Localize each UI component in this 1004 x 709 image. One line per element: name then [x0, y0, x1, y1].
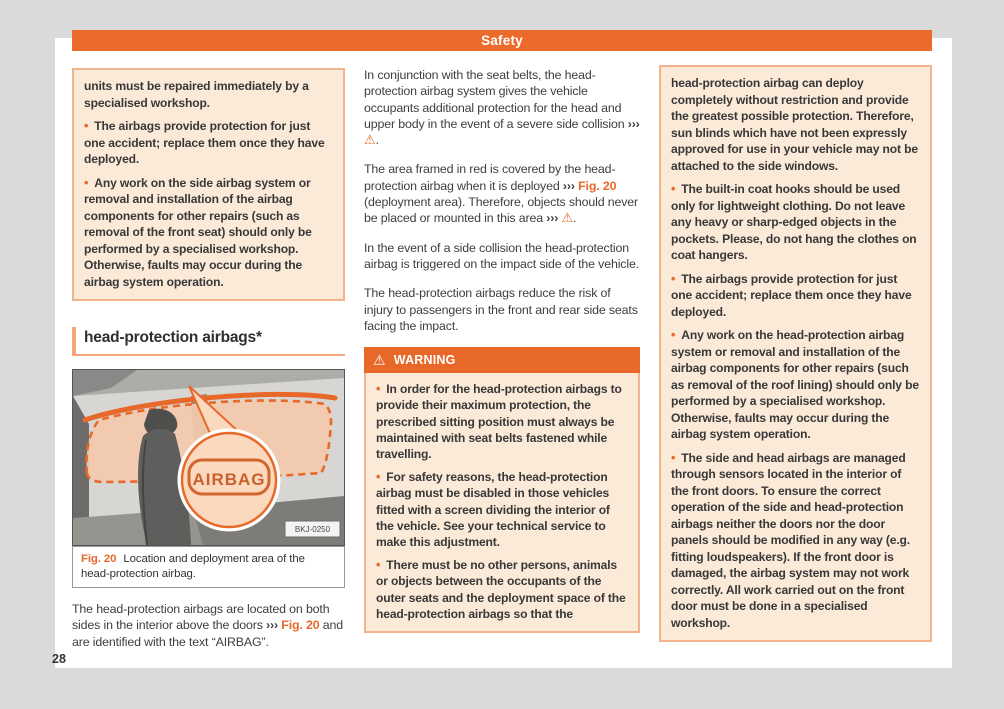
- paragraph-text: The area framed in red is covered by the head-protection airbag when it is deployed: [364, 162, 616, 193]
- warning-body: [364, 373, 640, 633]
- page-number: 28: [52, 652, 66, 666]
- paragraph-text: (deployment area). Therefore, objects should never be placed or mounted in this area: [364, 195, 638, 226]
- note-box-airbag-repairs: [72, 68, 345, 301]
- warning-triangle-icon: ⚠: [561, 210, 574, 226]
- section-heading: head-protection airbags*: [72, 327, 345, 356]
- car-interior-illustration: [73, 370, 344, 545]
- paragraph-text: The head-protection airbags are located on both sides in the interior above the doors: [72, 602, 330, 633]
- figure-20: [72, 369, 345, 588]
- paragraph-airbag-location: [72, 601, 345, 650]
- warning-bullet: • There must be no other persons, animals or objects between the occupants of the outer seats and the deployment space of the head-protection airbags so that the: [376, 557, 628, 622]
- figure-20-caption: [72, 546, 345, 588]
- fig-20-link[interactable]: Fig. 20: [281, 618, 320, 633]
- cross-ref-chevrons: ›››: [266, 618, 282, 633]
- warning-title: WARNING: [393, 353, 456, 368]
- cross-ref-chevrons: ›››: [546, 211, 562, 226]
- note-lead-text: head-protection airbag can deploy completely without restriction and provide the greatest possible protection. Therefore, sun blinds which have not been expressly approved for use in your vehicle may not be attached to the side windows.: [671, 76, 918, 173]
- paragraph-text: .: [375, 133, 379, 148]
- note-bullet: • The side and head airbags are managed through sensors located in the interior of the front doors. To ensure the correct operation of the side and head-protection airbags neither the doors nor the door panels should be modified in any way (e.g. fitting loudspeakers). If the front door is damaged, the airbag system may not work correctly. All work carried out on the front door must be done in a specialised workshop.: [671, 450, 920, 632]
- chapter-title: Safety: [481, 33, 523, 48]
- warning-bullet: • For safety reasons, the head-protection airbag must be disabled in those vehicles fitted with a screen dividing the interior of the vehicle. See your technical service to make this adjustment.: [376, 469, 628, 550]
- figure-label: Fig. 20: [81, 553, 117, 565]
- airbag-label-text: AIRBAG: [192, 470, 266, 489]
- paragraph-seatbelt-conjunction: [364, 67, 640, 148]
- figure-20-image: [72, 369, 345, 546]
- figure-caption-text: Location and deployment area of the head-protection airbag.: [81, 553, 305, 580]
- chapter-header: [72, 30, 932, 51]
- note-bullet: • The built-in coat hooks should be used only for lightweight clothing. Do not leave any heavy or sharp-edged objects in the pockets. Please, do not hang the clothes on coat hangers.: [671, 181, 920, 264]
- middle-column: [364, 67, 640, 633]
- paragraph-text: .: [573, 211, 577, 226]
- cross-ref-chevrons: ›››: [627, 116, 640, 131]
- note-bullet: • The airbags provide protection for just one accident; replace them once they have deployed.: [84, 118, 333, 168]
- warning-box: [364, 347, 640, 633]
- warning-triangle-icon: ⚠: [373, 352, 386, 369]
- paragraph-text: and are identified with the text “AIRBAG”.: [72, 618, 344, 649]
- note-box-deployment-rules: [659, 65, 932, 642]
- paragraph-text: In conjunction with the seat belts, the head-protection airbag system gives the vehicle occupants additional protection for the head and upper body in the event of a severe side collision: [364, 68, 628, 131]
- image-code: BKJ-0250: [294, 525, 331, 534]
- paragraph-side-collision: In the event of a side collision the head-protection airbag is triggered on the impact side of the vehicle.: [364, 240, 639, 271]
- warning-header: [364, 347, 640, 373]
- paragraph-risk-reduction: The head-protection airbags reduce the risk of injury to passengers in the front and rear side seats facing the impact.: [364, 286, 638, 333]
- fig-20-link[interactable]: Fig. 20: [578, 178, 617, 193]
- paragraph-deployment-area: [364, 161, 640, 226]
- warning-triangle-icon: ⚠: [364, 132, 376, 148]
- cross-ref-chevrons: ›››: [562, 178, 579, 193]
- note-lead-text: units must be repaired immediately by a specialised workshop.: [84, 79, 309, 110]
- note-bullet: • Any work on the side airbag system or removal and installation of the airbag components for other repairs (such as removal of the front seat) should only be performed by a specialised workshop. Otherwise, faults may occur during the airbag system operation.: [84, 175, 333, 291]
- note-bullet: • Any work on the head-protection airbag system or removal and installation of the airbag components for other repairs (such as removal of the roof lining) should only be performed by a specialised workshop. Otherwise, faults may occur during the airbag system operation.: [671, 327, 920, 443]
- right-column: [659, 65, 932, 642]
- note-bullet: • The airbags provide protection for just one accident; replace them once they have deployed.: [671, 271, 920, 321]
- left-column: [72, 68, 345, 663]
- warning-bullet: • In order for the head-protection airbags to provide their maximum protection, the prescribed sitting position must always be maintained with seat belts fastened while travelling.: [376, 381, 628, 462]
